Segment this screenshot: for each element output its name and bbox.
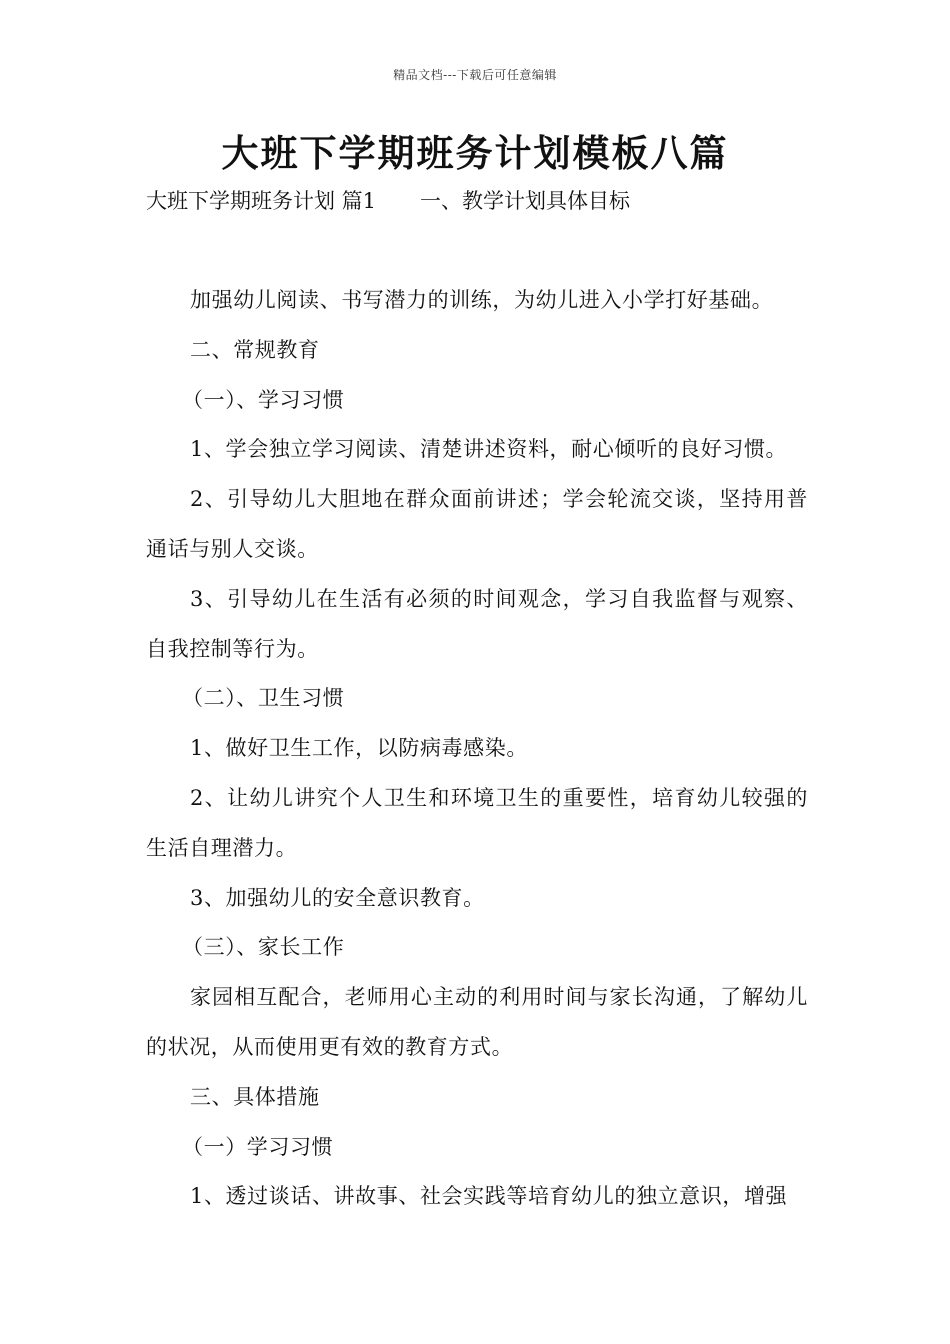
- paragraph: 2、引导幼儿大胆地在群众面前讲述；学会轮流交谈，坚持用普通话与别人交谈。: [146, 487, 808, 561]
- paragraph: 2、让幼儿讲究个人卫生和环境卫生的重要性，培育幼儿较强的生活自理潜力。: [146, 785, 808, 860]
- paragraph: 家园相互配合，老师用心主动的利用时间与家长沟通，了解幼儿的状况，从而使用更有效的教育方式。: [146, 985, 808, 1059]
- header-note: 精品文档---下载后可任意编辑: [393, 68, 557, 82]
- paragraph: 1、做好卫生工作，以防病毒感染。: [190, 736, 528, 761]
- section-subtitle: 一、教学计划具体目标: [420, 189, 631, 213]
- paragraph: 1、学会独立学习阅读、清楚讲述资料，耐心倾听的良好习惯。: [190, 437, 788, 462]
- subsection-heading: （一）学习习惯: [182, 1134, 334, 1159]
- section-label: 大班下学期班务计划 篇1: [146, 189, 377, 213]
- section-heading-line: [146, 186, 826, 216]
- document-body: [146, 276, 808, 1222]
- document-title: 大班下学期班务计划模板八篇: [221, 132, 729, 175]
- paragraph: 加强幼儿阅读、书写潜力的训练，为幼儿进入小学打好基础。: [190, 288, 774, 312]
- section-heading: 三、具体措施: [190, 1084, 320, 1109]
- subsection-heading: （一）、学习习惯: [182, 387, 345, 412]
- paragraph: 3、加强幼儿的安全意识教育。: [190, 885, 485, 910]
- paragraph: 3、引导幼儿在生活有必须的时间观念，学习自我监督与观察、自我控制等行为。: [146, 586, 808, 661]
- subsection-heading: （二）、卫生习惯: [182, 686, 345, 711]
- subsection-heading: （三）、家长工作: [182, 935, 345, 960]
- section-heading: 二、常规教育: [190, 337, 320, 362]
- paragraph: 1、透过谈话、讲故事、社会实践等培育幼儿的独立意识，增强: [190, 1184, 788, 1209]
